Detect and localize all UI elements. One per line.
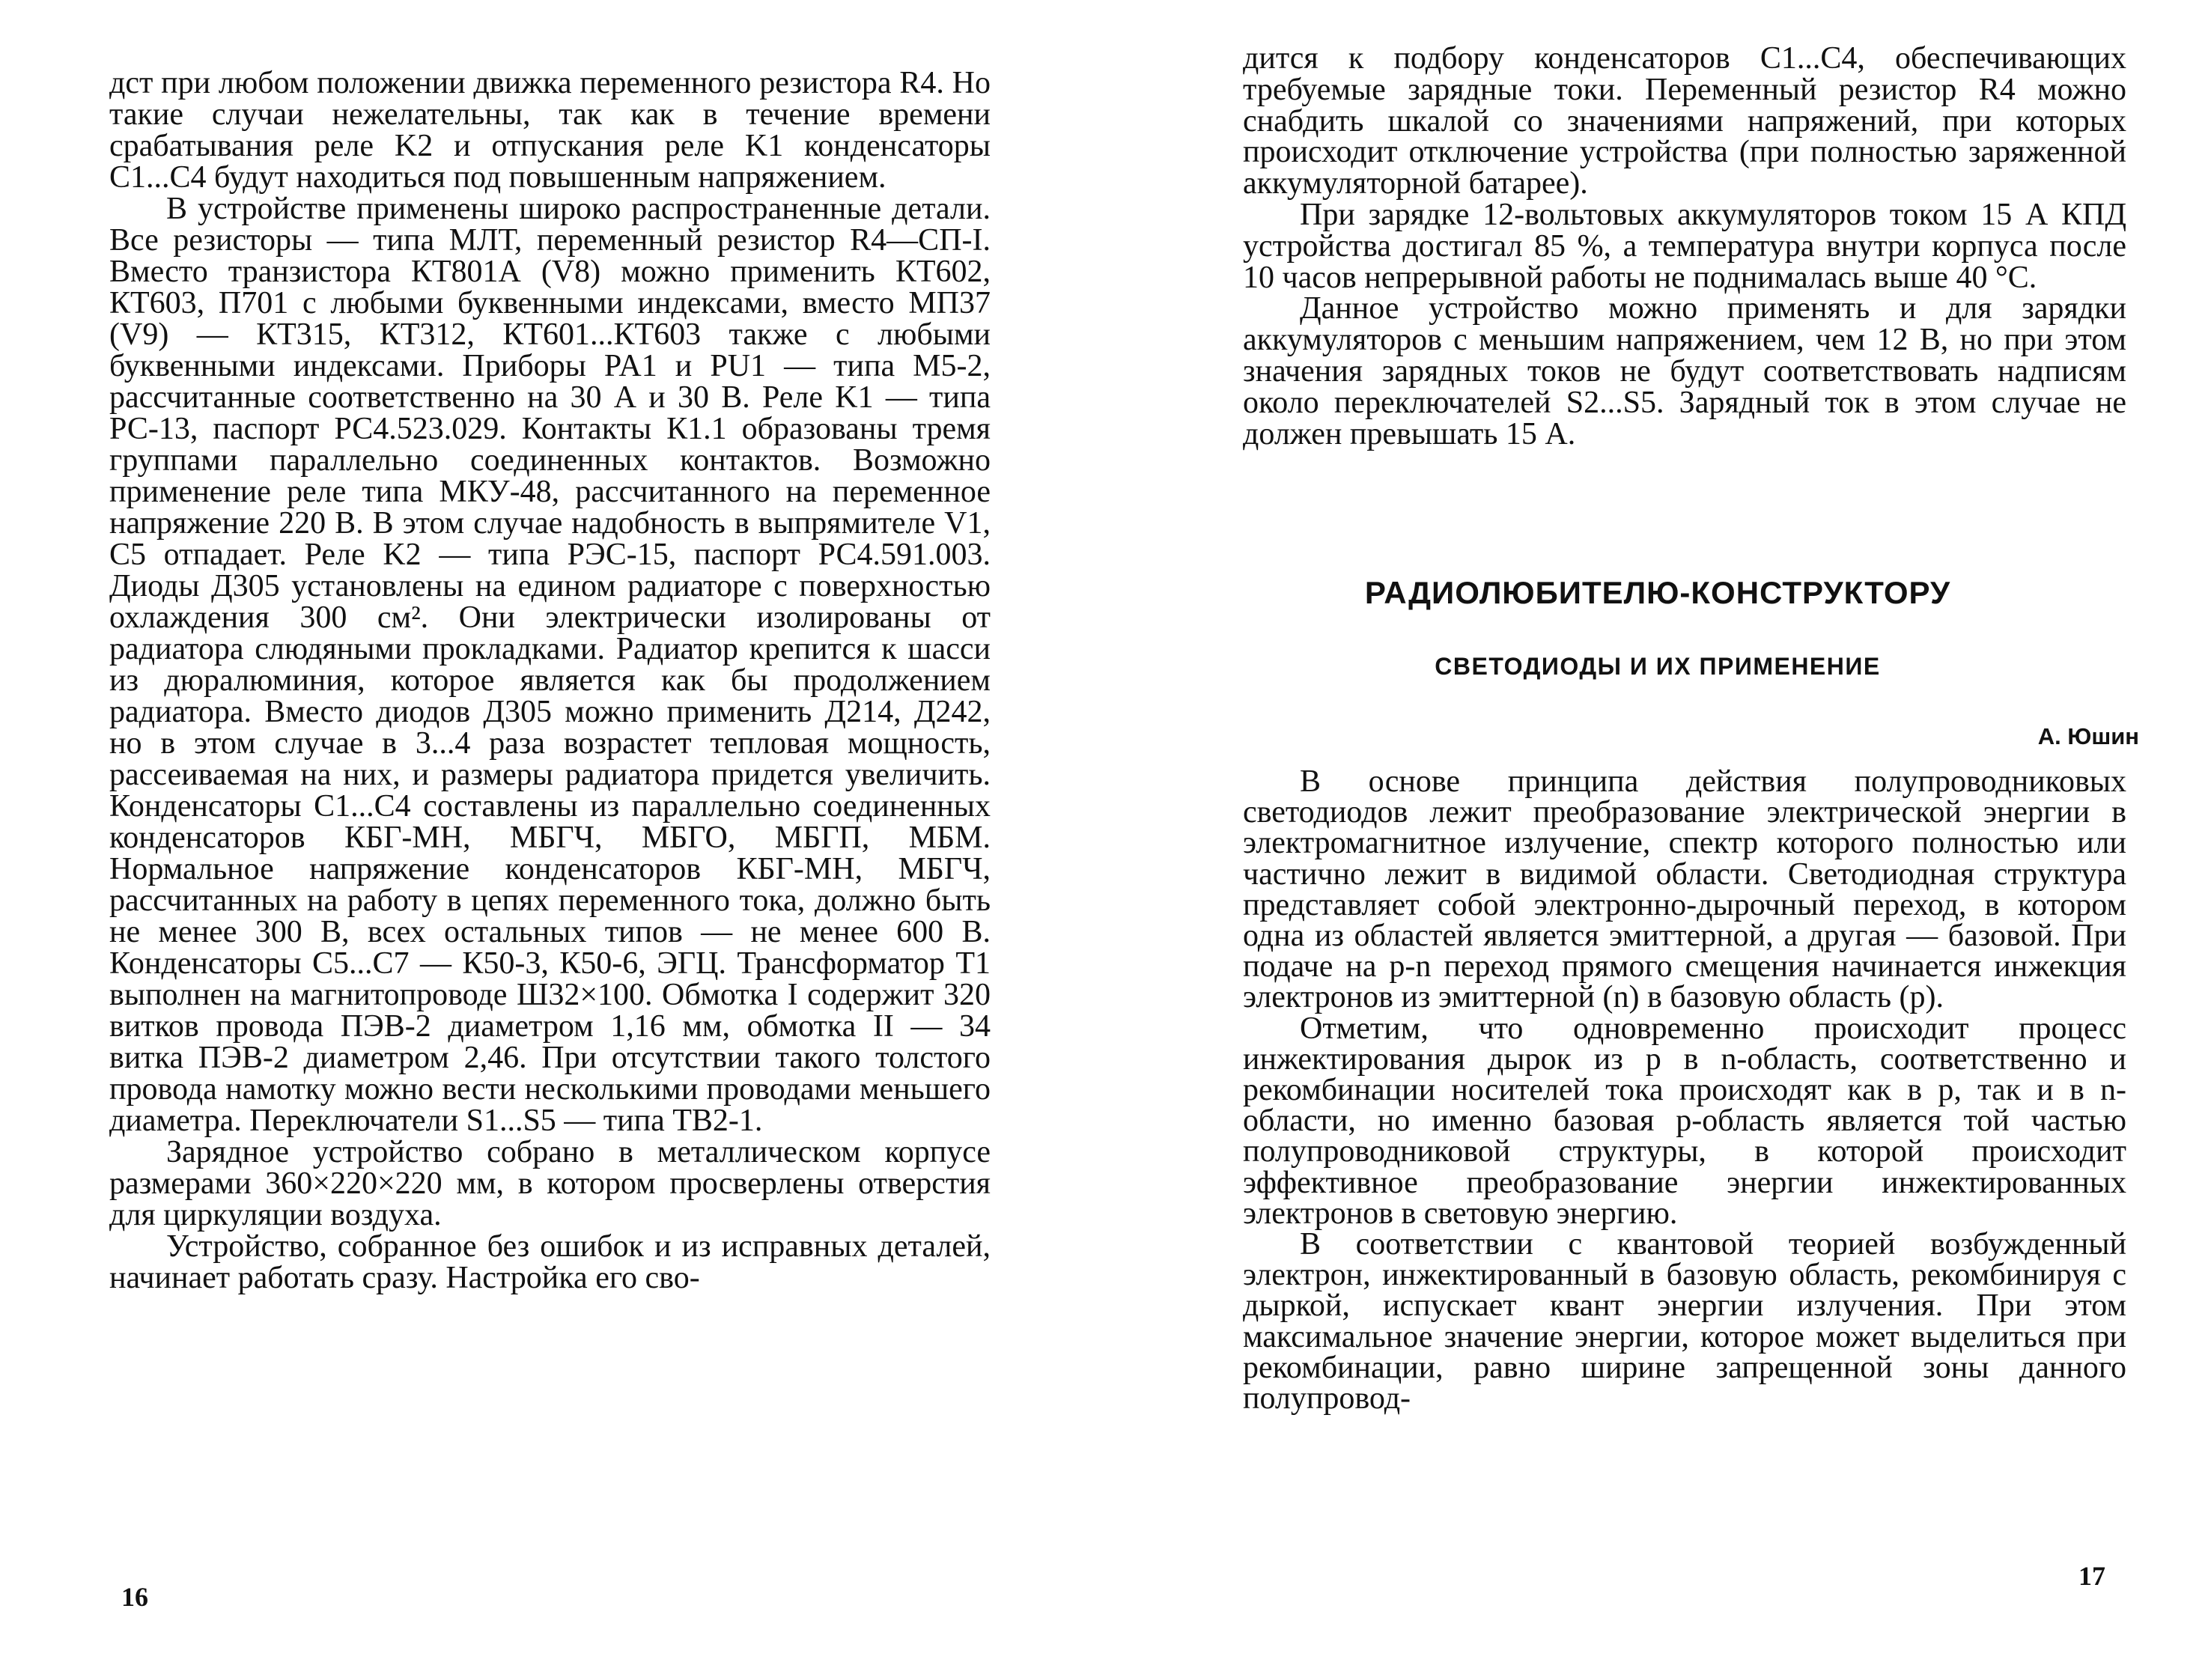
page-number-right: 17 — [2078, 1561, 2105, 1591]
left-paragraph-4: Устройство, собранное без ошибок и из исправных деталей, начинает работать сразу. Настройка его сво- — [109, 1229, 991, 1295]
right-text-column-bottom — [1243, 764, 2126, 1416]
left-page — [0, 0, 1105, 1680]
article-paragraph-3: В соответствии с квантовой теорией возбужденный электрон, инжектированный в базовую область, рекомбинируя с дыркой, испускает квант энергии излучения. При этом максимальное значение энергии, которое может выделиться при рекомбинации, равно ширине запрещенной зоны данного полупровод- — [1243, 1227, 2126, 1416]
left-paragraph-3: Зарядное устройство собрано в металлическом корпусе размерами 360×220×220 мм, в котором просверлены отверстия для циркуляции воздуха. — [109, 1135, 991, 1232]
right-paragraph-1: дится к подбору конденсаторов C1...C4, обеспечивающих требуемые зарядные токи. Переменный резистор R4 можно снабдить шкалой со значениями напряжений, при которых происходит отключение устройства (при полностью заряженной аккумуляторной батарее). — [1243, 41, 2126, 201]
right-text-column-top — [1243, 43, 2126, 450]
page-number-left: 16 — [121, 1582, 148, 1612]
right-paragraph-3: Данное устройство можно применять и для зарядки аккумуляторов с меньшим напряжением, чем 12 В, но при этом значения зарядных токов не будут соответствовать надписям около переключателей S2...S5. Зарядный ток в этом случае не должен превышать 15 А. — [1243, 291, 2126, 451]
article-paragraph-1: В основе принципа действия полупроводниковых светодиодов лежит преобразование электрической энергии в электромагнитное излучение, спектр которого полностью или частично лежит в видимой области. Светодиодная структура представляет собой электронно-дырочный переход, в котором одна из областей является эмиттерной, а другая — базовой. При подаче на p-n переход прямого смещения начинается инжекция электронов из эмиттерной (n) в базовую область (p). — [1243, 764, 2126, 1015]
left-paragraph-1: дст при любом положении движка переменного резистора R4. Но такие случаи нежелательны, так как в течение времени срабатывания реле K2 и отпускания реле K1 конденсаторы C1...C4 будут находиться под повышенным напряжением. — [109, 66, 991, 195]
left-paragraph-2: В устройстве применены широко распространенные детали. Все резисторы — типа МЛТ, переменный резистор R4—СП-I. Вместо транзистора КТ801А (V8) можно применить КТ602, КТ603, П701 с любыми буквенными индексами, вместо МП37 (V9) — КТ315, КТ312, КТ601...КТ603 также с любыми буквенными индексами. Приборы PA1 и PU1 — типа М5-2, рассчитанные соответственно на 30 А и 30 В. Реле K1 — типа РС-13, паспорт РС4.523.029. Контакты К1.1 образованы тремя группами параллельно соединенных контактов. Возможно применение реле типа МКУ-48, рассчитанного на переменное напряжение 220 В. В этом случае надобность в выпрямителе V1, C5 отпадает. Реле K2 — типа РЭС-15, паспорт РС4.591.003. Диоды Д305 установлены на едином радиаторе с поверхностью охлаждения 300 см². Они электрически изолированы от радиатора слюдяными прокладками. Радиатор крепится к шасси из дюралюминия, которое является как бы продолжением радиатора. Вместо диодов Д305 можно применить Д214, Д242, но в этом случае в 3...4 раза возрастет тепловая мощность, рассеиваемая на них, и размеры радиатора придется увеличить. Конденсаторы C1...C4 составлены из параллельно соединенных конденсаторов КБГ-МН, МБГЧ, МБГО, МБГП, МБМ. Нормальное напряжение конденсаторов КБГ-МН, МБГЧ, рассчитанных на работу в цепях переменного тока, должно быть не менее 300 В, всех остальных типов — не менее 600 В. Конденсаторы C5...C7 — К50-3, К50-6, ЭГЦ. Трансформатор T1 выполнен на магнитопроводе Ш32×100. Обмотка I содержит 320 витков провода ПЭВ-2 диаметром 1,16 мм, обмотка II — 34 витка ПЭВ-2 диаметром 2,46. При отсутствии такого толстого провода намотку можно вести несколькими проводами меньшего диаметра. Переключатели S1...S5 — типа ТВ2-1. — [109, 192, 991, 1138]
right-page — [1105, 0, 2211, 1680]
left-text-column — [109, 67, 991, 1294]
article-paragraph-2: Отметим, что одновременно происходит процесс инжектирования дырок из p в n-область, соответственно и рекомбинации носителей тока происходят как в p, так и в n-области, но именно базовая p-область является той частью полупроводниковой структуры, в которой происходит эффективное преобразование энергии инжектированных электронов в световую энергию. — [1243, 1011, 2126, 1231]
section-title: РАДИОЛЮБИТЕЛЮ-КОНСТРУКТОРУ — [1364, 575, 1951, 610]
article-title: СВЕТОДИОДЫ И ИХ ПРИМЕНЕНИЕ — [1435, 653, 1881, 680]
right-paragraph-2: При зарядке 12-вольтовых аккумуляторов током 15 А КПД устройства достигал 85 %, а температура внутри корпуса после 10 часов непрерывной работы не поднималась выше 40 °С. — [1243, 197, 2126, 295]
article-author: А. Юшин — [2037, 723, 2139, 749]
